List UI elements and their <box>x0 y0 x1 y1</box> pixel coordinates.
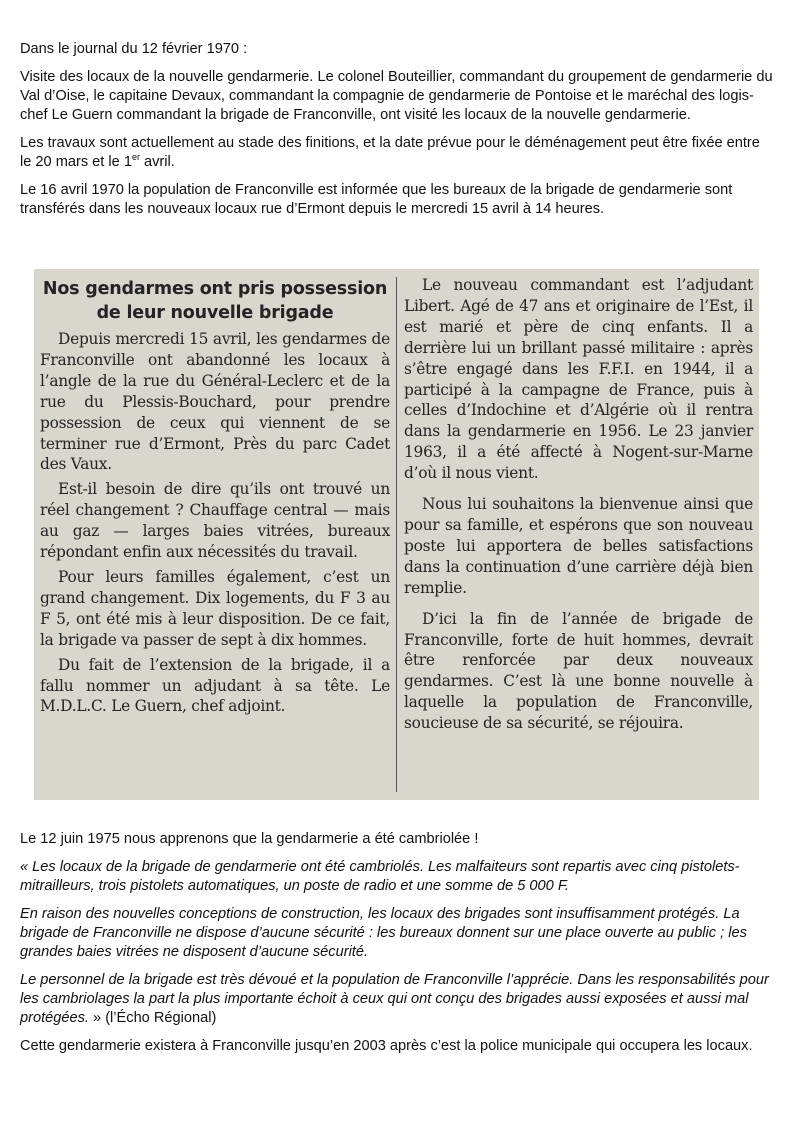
clipping-right-text <box>404 275 753 734</box>
clipping-left-column <box>40 269 390 800</box>
clipping-paragraph: Le nouveau commandant est l’adjudant Libert. Agé de 47 ans et originaire de l’Est, il est marié et père de cinq enfants. Il a derrière lui un brillant passé militaire : après s’être engagé dans les F.F.I. en 1944, il a participé à la campagne de France, puis à celles d’Indochine et d’Algérie où il rentra dans la gendarmerie en 1956. Le 23 janvier 1963, il a été affecté à Nogent-sur-Marne d’où il nous vient. <box>404 276 753 483</box>
clipping-paragraph: Depuis mercredi 15 avril, les gendarmes de Franconville ont abandonné les locaux à l’angle de la rue du Général-Leclerc et de la rue du Plessis-Bouchard, pour prendre possession de ceux qui viennent de se terminer rue d’Ermont, Près du parc Cadet des Vaux. <box>40 330 390 474</box>
works-text: Les travaux sont actuellement au stade des finitions, et la date prévue pour le déménagement peut être fixée entre le 20 mars et le 1 <box>20 135 760 170</box>
clipping-paragraph: Nous lui souhaitons la bienvenue ainsi que pour sa famille, et espérons que son nouveau poste lui apportera de belles satisfactions dans la continuation d’une carrière déjà bien remplie. <box>404 495 753 597</box>
quote-source: » (l’Écho Régional) <box>88 1010 217 1026</box>
ordinal-superscript: er <box>131 152 140 162</box>
works-text-end: avril. <box>139 154 175 170</box>
quote-paragraph-3 <box>20 971 775 1028</box>
intro-visit-paragraph: Visite des locaux de la nouvelle gendarmerie. Le colonel Bouteillier, commandant du groupement de gendarmerie du Val d’Oise, le capitaine Devaux, commandant la compagnie de gendarmerie de Pontoise et le maréchal des logis-chef Le Guern commandant la brigade de Franconville, ont visité les locaux de la nouvelle gendarmerie. <box>20 69 773 123</box>
clipping-paragraph: D’ici la fin de l’année de brigade de Franconville, forte de huit hommes, devrait être renforcée par deux nouveaux gendarmes. C’est là une bonne nouvelle à laquelle la population de Franconville, soucieuse de sa sécurité, se réjouira. <box>404 609 753 733</box>
clipping-headline: Nos gendarmes ont pris possession de leur nouvelle brigade <box>42 279 388 323</box>
quote-text: Le personnel de la brigade est très dévoué et la population de Franconville l’apprécie. Dans les responsabilités pour les cambriolages la part la plus importante échoit à ceux qui ont conçu des brigades aussi exposées et aussi mal protégées. <box>20 972 769 1026</box>
quote-paragraph-1: « Les locaux de la brigade de gendarmerie ont été cambriolés. Les malfaiteurs sont repartis avec cinq pistolets-mitrailleurs, trois pistolets automatiques, un poste de radio et une somme de 5 000 F. <box>20 859 740 894</box>
intro-section <box>20 40 775 228</box>
intro-transfer-paragraph: Le 16 avril 1970 la population de Franconville est informée que les bureaux de la brigade de gendarmerie sont transférés dans les nouveaux locaux rue d’Ermont depuis le mercredi 15 avril à 14 heures. <box>20 182 733 217</box>
clipping-paragraph: Est-il besoin de dire qu’ils ont trouvé un réel changement ? Chauffage central — mais au gaz — larges baies vitrées, bureaux répondant enfin aux nécessités du travail. <box>40 480 390 562</box>
outro-section <box>20 830 775 1065</box>
column-divider <box>396 277 397 792</box>
intro-date-line: Dans le journal du 12 février 1970 : <box>20 41 248 57</box>
quote-paragraph-2: En raison des nouvelles conceptions de construction, les locaux des brigades sont insuffisamment protégés. La brigade de Franconville ne dispose d’aucune sécurité : les bureaux donnent sur une place ouverte au public ; les grandes baies vitrées ne disposent d’aucune sécurité. <box>20 906 747 960</box>
burglary-announcement: Le 12 juin 1975 nous apprenons que la gendarmerie a été cambriolée ! <box>20 831 479 847</box>
intro-works-paragraph <box>20 134 775 172</box>
clipping-left-text <box>40 329 390 717</box>
newspaper-clipping-image <box>34 269 759 800</box>
clipping-right-column <box>404 269 753 800</box>
closing-paragraph: Cette gendarmerie existera à Franconville jusqu’en 2003 après c’est la police municipale qui occupera les locaux. <box>20 1038 753 1054</box>
clipping-paragraph: Pour leurs familles également, c’est un grand changement. Dix logements, du F 3 au F 5, ont été mis à leur disposition. De ce fait, la brigade va passer de sept à dix hommes. <box>40 567 390 649</box>
clipping-paragraph: Du fait de l’extension de la brigade, il a fallu nommer un adjudant à sa tête. Le M.D.L.C. Le Guern, chef adjoint. <box>40 655 390 716</box>
